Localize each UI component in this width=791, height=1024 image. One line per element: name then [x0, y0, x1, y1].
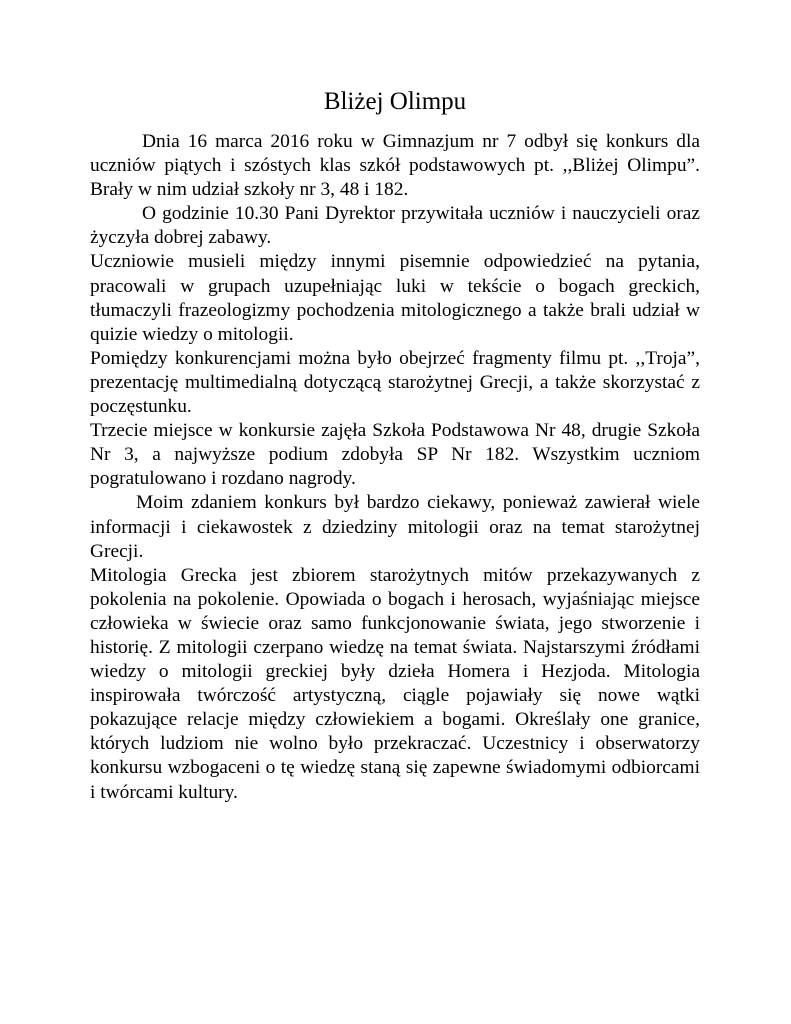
- paragraph-tasks: Uczniowie musieli między innymi pisemnie odpowiedzieć na pytania, pracowali w grupach uzupełniając luki w tekście o bogach greckich, tłumaczyli frazeologizmy pochodzenia mitologicznego a także brali udział w quizie wiedzy o mitologii.: [90, 251, 700, 345]
- paragraph-opening: O godzinie 10.30 Pani Dyrektor przywitała uczniów i nauczycieli oraz życzyła dobrej zabawy.: [90, 203, 700, 249]
- paragraph-opinion: Moim zdaniem konkurs był bardzo ciekawy, ponieważ zawierał wiele informacji i ciekawostek z dziedziny mitologii oraz na temat starożytnej Grecji.: [90, 492, 700, 562]
- paragraph-intro: Dnia 16 marca 2016 roku w Gimnazjum nr 7 odbył się konkurs dla uczniów piątych i szóstych klas szkół podstawowych pt. ,,Bliżej Olimpu”. Brały w nim udział szkoły nr 3, 48 i 182.: [90, 131, 700, 201]
- paragraph-results: Trzecie miejsce w konkursie zajęła Szkoła Podstawowa Nr 48, drugie Szkoła Nr 3, a najwyższe podium zdobyła SP Nr 182. Wszystkim uczniom pogratulowano i rozdano nagrody.: [90, 420, 700, 490]
- paragraph-mythology: Mitologia Grecka jest zbiorem starożytnych mitów przekazywanych z pokolenia na pokolenie. Opowiada o bogach i herosach, wyjaśniając miejsce człowieka w świecie oraz samo funkcjonowanie świata, jego stworzenie i historię. Z mitologii czerpano wiedzę na temat świata. Najstarszymi źródłami wiedzy o mitologii greckiej były dzieła Homera i Hezjoda. Mitologia inspirowała twórczość artystyczną, ciągle pojawiały się nowe wątki pokazujące relacje między człowiekiem a bogami. Określały one granice, których ludziom nie wolno było przekraczać. Uczestnicy i obserwatorzy konkursu wzbogaceni o tę wiedzę staną się zapewne świadomymi odbiorcami i twórcami kultury.: [90, 564, 700, 803]
- document-title: Bliżej Olimpu: [323, 88, 467, 115]
- paragraph-activities: Pomiędzy konkurencjami można było obejrzeć fragmenty filmu pt. ,,Troja”, prezentację multimedialną dotyczącą starożytnej Grecji, a także skorzystać z poczęstunku.: [90, 347, 700, 418]
- document-page: [90, 86, 700, 805]
